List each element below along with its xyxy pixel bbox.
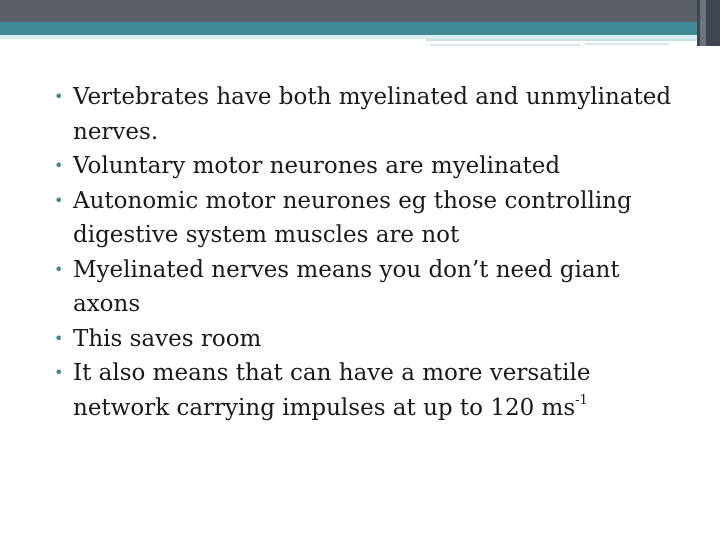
superscript-exponent: -1 [575,392,588,408]
header-accent-line [585,43,669,45]
bullet-text: This saves room [73,325,262,352]
bullet-text: Autonomic motor neurones eg those controlling digestive system muscles are not [73,187,632,248]
bullet-item [52,322,692,357]
bullet-item [52,253,692,322]
bullet-icon: • [54,156,64,175]
bullet-icon: • [54,259,64,279]
header-band-teal [0,22,720,35]
bullet-text: Vertebrates have both myelinated and unmylinated nerves. [73,84,672,145]
bullet-item [52,184,692,253]
bullet-list [52,80,692,425]
bullet-icon: • [54,87,64,106]
bullet-text: Myelinated nerves means you don’t need giant axons [73,256,620,317]
header-accent-line [426,39,720,41]
bullet-text: It also means that can have a more versatile network carrying impulses at up to 120 ms [73,360,591,421]
bullet-icon: • [54,363,64,382]
bullet-text: Voluntary motor neurones are myelinated [73,153,561,179]
bullet-icon: • [54,328,64,348]
header-accent-line [430,44,580,46]
slide-body [52,80,692,425]
bullet-icon: • [54,190,64,210]
bullet-item [52,149,692,184]
header-corner-stripe [700,0,706,46]
bullet-item [52,356,692,425]
bullet-item [52,80,692,149]
header-band-dark [0,0,720,22]
